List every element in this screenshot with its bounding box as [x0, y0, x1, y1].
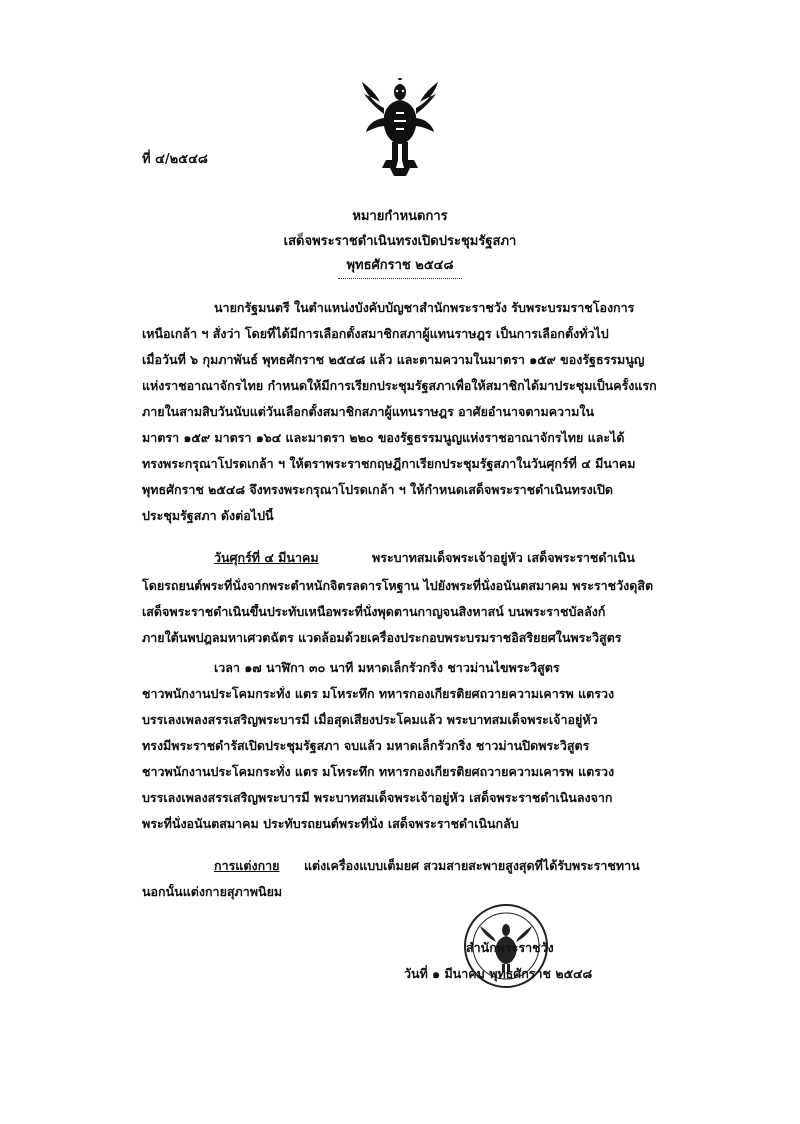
- paragraph-2-line: พระบาทสมเด็จพระเจ้าอยู่หัว เสด็จพระราชดำเนิน: [372, 550, 635, 565]
- paragraph-3-line: บรรเลงเพลงสรรเสริญพระบารมี พระบาทสมเด็จพระเจ้าอยู่หัว เสด็จพระราชดำเนินลงจาก: [142, 790, 613, 805]
- paragraph-3-line: บรรเลงเพลงสรรเสริญพระบารมี เมื่อสุดเสียงประโคมแล้ว พระบาทสมเด็จพระเจ้าอยู่หัว: [142, 712, 598, 727]
- document-title: หมายกำหนดการ: [352, 209, 448, 224]
- paragraph-1-line: ประชุมรัฐสภา ดังต่อไปนี้: [142, 508, 274, 523]
- paragraph-1-line: นายกรัฐมนตรี ในตำแหน่งบังคับบัญชาสำนักพระราชวัง รับพระบรมราชโองการ: [214, 300, 635, 315]
- document-year: พุทธศักราช ๒๕๔๘: [346, 258, 454, 273]
- dress-code-line: นอกนั้นแต่งกายสุภาพนิยม: [142, 884, 283, 899]
- ceremony-date: วันศุกร์ที่ ๔ มีนาคม: [214, 550, 319, 565]
- paragraph-3-line: ทรงมีพระราชดำรัสเปิดประชุมรัฐสภา จบแล้ว มหาดเล็กรัวกริ่ง ชาวม่านปิดพระวิสูตร: [142, 738, 590, 753]
- dress-code-label: การแต่งกาย: [214, 858, 280, 873]
- dress-code-line: แต่งเครื่องแบบเต็มยศ สวมสายสะพายสูงสุดที่ได้รับพระราชทาน: [304, 858, 640, 873]
- title-divider: [338, 278, 462, 279]
- paragraph-1-line: เหนือเกล้า ฯ สั่งว่า โดยที่ได้มีการเลือกตั้งสมาชิกสภาผู้แทนราษฎร เป็นการเลือกตั้งทั่วไป: [142, 326, 609, 341]
- paragraph-1-line: มาตรา ๑๕๙ มาตรา ๑๖๔ และมาตรา ๒๒๐ ของรัฐธรรมนูญแห่งราชอาณาจักรไทย และได้: [142, 430, 625, 445]
- paragraph-3-line: เวลา ๑๗ นาฬิกา ๓๐ นาที มหาดเล็กรัวกริ่ง ชาวม่านไขพระวิสูตร: [214, 660, 560, 675]
- paragraph-2-line: โดยรถยนต์พระที่นั่งจากพระตำหนักจิตรลดารโหฐาน ไปยังพระที่นั่งอนันตสมาคม พระราชวังดุสิต: [142, 578, 654, 593]
- paragraph-2-line: เสด็จพระราชดำเนินขึ้นประทับเหนือพระที่นั่งพุดตานกาญจนสิงหาสน์ บนพระราชบัลลังก์: [142, 604, 606, 619]
- paragraph-1-line: พุทธศักราช ๒๕๔๘ จึงทรงพระกรุณาโปรดเกล้า ฯ ให้กำหนดเสด็จพระราชดำเนินทรงเปิด: [142, 482, 614, 497]
- signature-date: วันที่ ๑ มีนาคม พุทธศักราช ๒๕๔๘: [404, 966, 593, 981]
- paragraph-3-line: ชาวพนักงานประโคมกระทั่ง แตร มโหระทึก ทหารกองเกียรติยศถวายความเคารพ แตรวง: [142, 686, 615, 701]
- paragraph-1-line: แห่งราชอาณาจักรไทย กำหนดให้มีการเรียกประชุมรัฐสภาเพื่อให้สมาชิกได้มาประชุมเป็นครั้งแรก: [142, 378, 657, 393]
- garuda-emblem: [360, 78, 440, 178]
- signature-office: สำนักพระราชวัง: [466, 940, 554, 955]
- paragraph-1-line: ทรงพระกรุณาโปรดเกล้า ฯ ให้ตราพระราชกฤษฎีกาเรียกประชุมรัฐสภาในวันศุกร์ที่ ๔ มีนาคม: [142, 456, 636, 471]
- reference-number: ที่ ๔/๒๕๔๘: [142, 152, 208, 167]
- paragraph-2-line: ภายใต้นพปฎลมหาเศวตฉัตร แวดล้อมด้วยเครื่องประกอบพระบรมราชอิสริยยศในพระวิสูตร: [142, 630, 622, 645]
- document-subtitle: เสด็จพระราชดำเนินทรงเปิดประชุมรัฐสภา: [283, 234, 517, 249]
- paragraph-3-line: พระที่นั่งอนันตสมาคม ประทับรถยนต์พระที่นั่ง เสด็จพระราชดำเนินกลับ: [142, 816, 519, 831]
- paragraph-1-line: เมื่อวันที่ ๖ กุมภาพันธ์ พุทธศักราช ๒๕๔๘ แล้ว และตามความในมาตรา ๑๕๙ ของรัฐธรรมนูญ: [142, 352, 645, 367]
- paragraph-1-line: ภายในสามสิบวันนับแต่วันเลือกตั้งสมาชิกสภาผู้แทนราษฎร อาศัยอำนาจตามความใน: [142, 404, 594, 419]
- paragraph-3-line: ชาวพนักงานประโคมกระทั่ง แตร มโหระทึก ทหารกองเกียรติยศถวายความเคารพ แตรวง: [142, 764, 615, 779]
